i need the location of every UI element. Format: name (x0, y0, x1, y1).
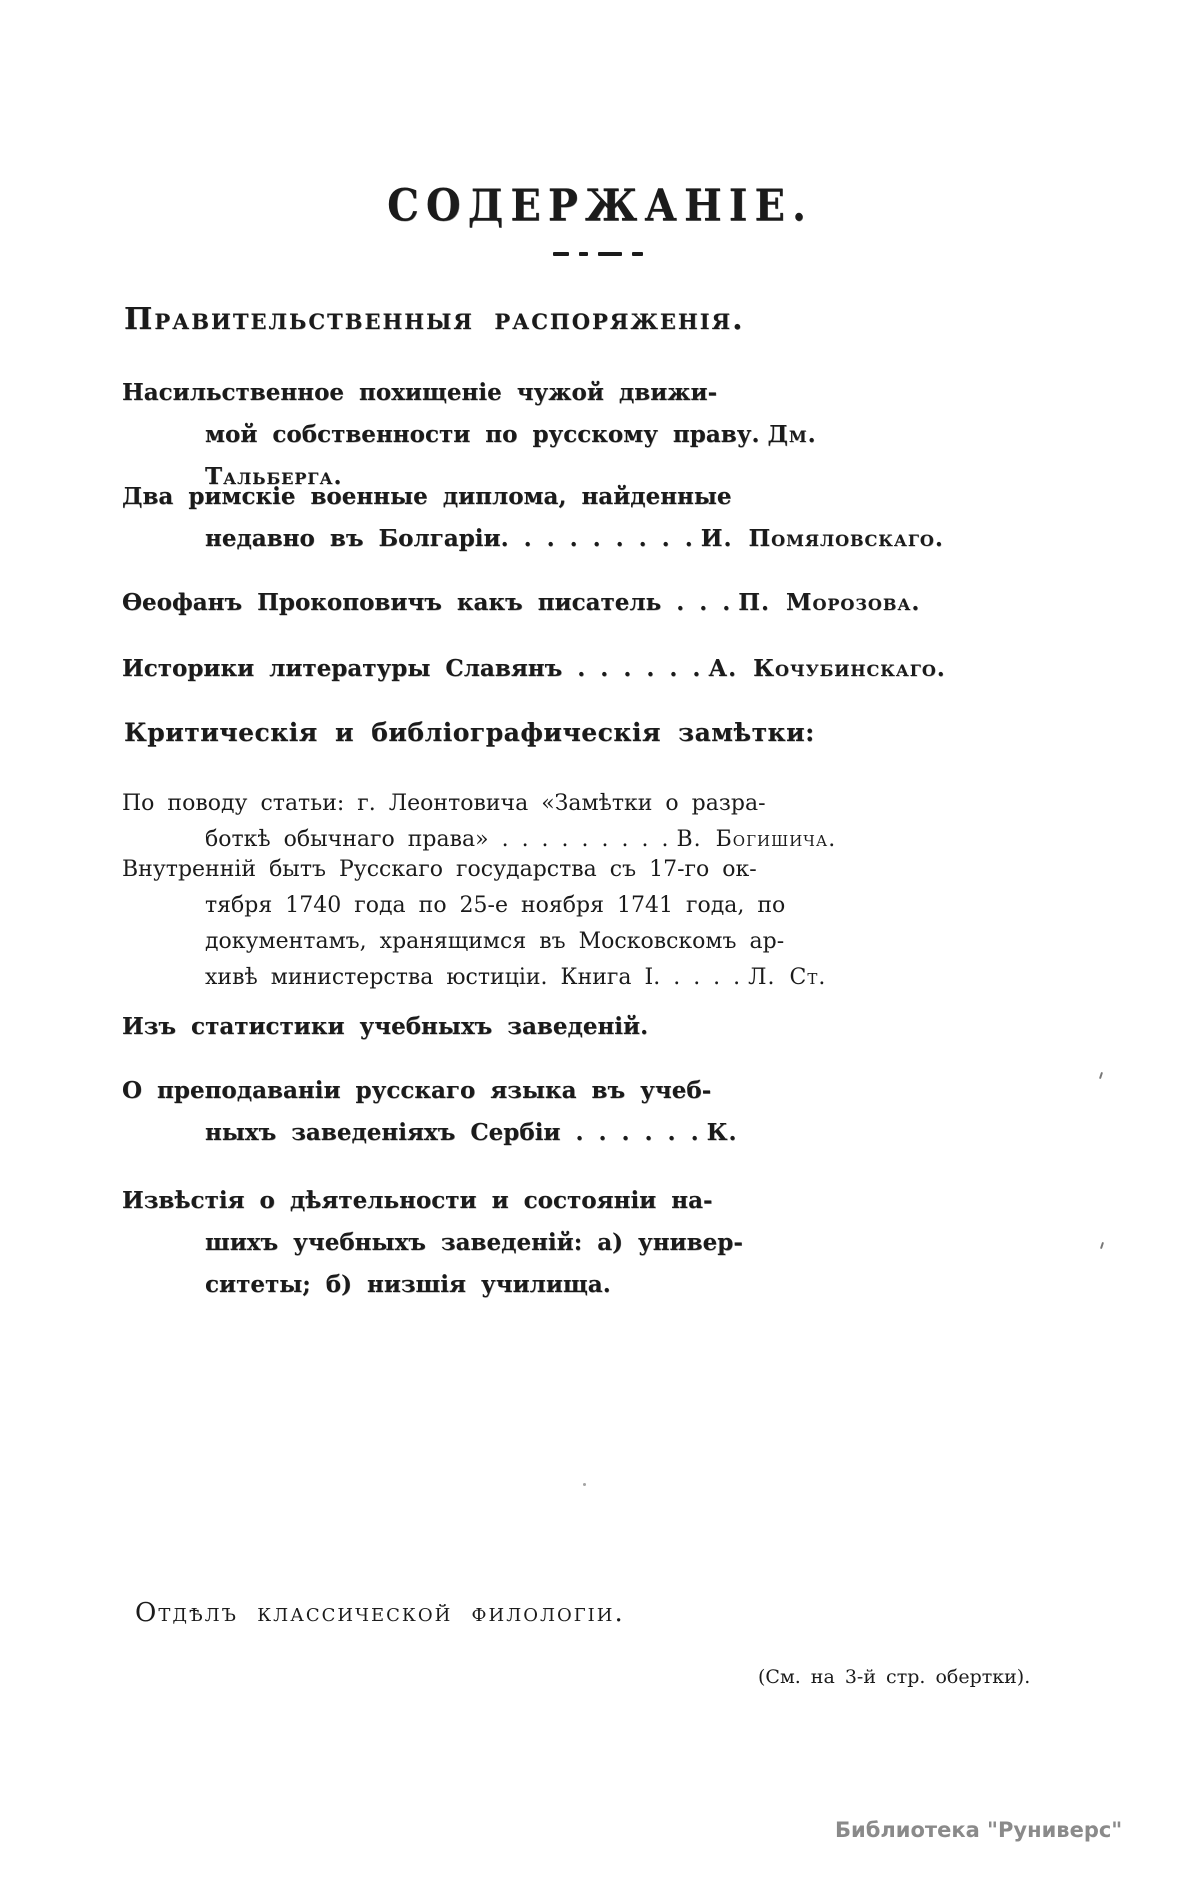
entry-line: О преподаваніи русскаго языка въ учеб- (122, 1077, 712, 1104)
toc-entry-historians (122, 648, 952, 690)
entry-line: ныхъ заведеніяхъ Сербіи . . . . . . К. (205, 1119, 738, 1146)
toc-heading-government: Правительственныя распоряженія. (124, 302, 745, 337)
entry-line: боткѣ обычнаго права» . . . . . . . . . В. Богишича. (205, 827, 837, 852)
toc-entry-internal-life (122, 852, 942, 996)
library-watermark: Библиотека "Руниверс" (835, 1818, 1123, 1842)
toc-heading-classical-philology: Отдѣлъ классической филологіи. (135, 1598, 625, 1628)
entry-line: Насильственное похищеніе чужой движи- (122, 379, 718, 406)
author-name: И. Помяловскаго. (700, 525, 944, 552)
toc-entry-izvestia (122, 1180, 952, 1306)
entry-line: Изъ статистики учебныхъ заведеній. (122, 1013, 649, 1040)
toc-entry-feofan (122, 582, 952, 624)
author-name: А. Кочубинскаго. (708, 655, 946, 682)
entry-line: По поводу статьи: г. Леонтовича «Замѣтки о разра- (122, 791, 766, 816)
author-name: К. (706, 1119, 738, 1146)
toc-entry-serbia (122, 1070, 952, 1154)
scan-artifact (1099, 1072, 1103, 1079)
toc-heading-critical: Критическія и библіографическія замѣтки: (124, 718, 815, 747)
entry-line: шихъ учебныхъ заведеній: а) универ- (205, 1229, 743, 1256)
cover-page-footnote: (См. на 3-й стр. обертки). (758, 1666, 1031, 1688)
entry-line: хивѣ министерства юстиціи. Книга I. . . . . Л. Ст. (205, 965, 827, 990)
entry-line: тября 1740 года по 25-е ноября 1741 года, по (205, 893, 786, 918)
entry-line: Ѳеофанъ Прокоповичъ какъ писатель . . . П. Морозова. (122, 589, 921, 616)
toc-entry-diplomas (122, 476, 952, 560)
author-name: В. Богишича. (676, 827, 837, 852)
toc-entry-statistics (122, 1006, 952, 1048)
toc-entry-bogishich (122, 786, 942, 858)
entry-line: недавно въ Болгаріи. . . . . . . . . И. Помяловскаго. (205, 525, 944, 552)
entry-line: Два римскіе военные диплома, найденные (122, 483, 732, 510)
entry-line: Извѣстія о дѣятельности и состояніи на- (122, 1187, 713, 1214)
entry-line: ситеты; б) низшія училища. (205, 1271, 611, 1298)
entry-line: документамъ, хранящимся въ Московскомъ ар- (205, 929, 785, 954)
entry-line: Историки литературы Славянъ . . . . . . А. Кочубинскаго. (122, 655, 946, 682)
title-rule-ornament (553, 252, 643, 256)
scan-artifact (583, 1483, 586, 1486)
scan-artifact (1100, 1242, 1104, 1249)
author-name: П. Морозова. (738, 589, 921, 616)
entry-line: Внутренній бытъ Русскаго государства съ 17-го ок- (122, 857, 757, 882)
author-name: Дм. Тальберга. (205, 421, 817, 490)
page-title: СОДЕРЖАНІЕ. (387, 180, 813, 232)
author-name: Л. Ст. (748, 965, 827, 990)
entry-line: мой собственности по русскому праву. Дм. Тальберга. (205, 421, 817, 490)
